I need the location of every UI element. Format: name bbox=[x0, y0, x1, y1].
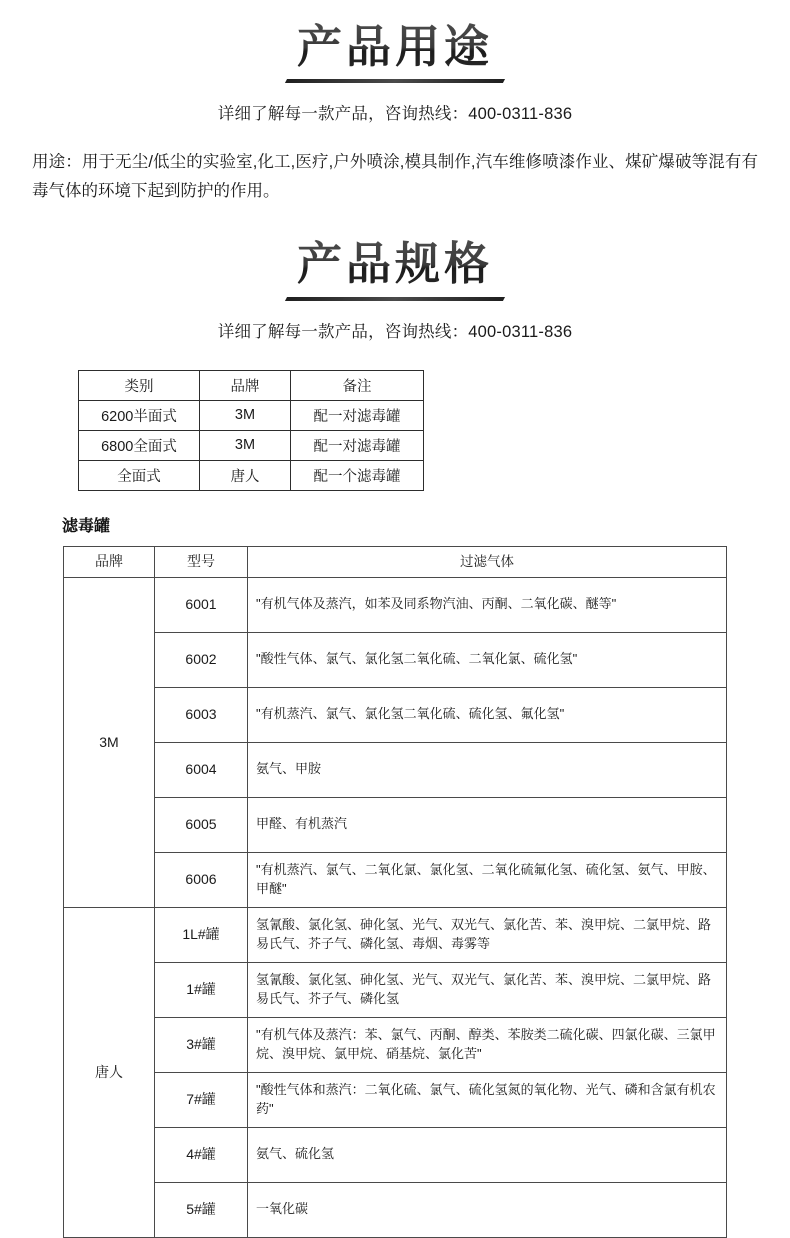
canister-model: 1#罐 bbox=[155, 962, 248, 1017]
table-row bbox=[64, 1127, 727, 1182]
canister-gas: 氨气、甲胺 bbox=[248, 742, 727, 797]
canister-gas: "酸性气体和蒸汽：二氧化硫、氯气、硫化氢氮的氧化物、光气、磷和含氯有机农药" bbox=[248, 1072, 727, 1127]
canister-model: 1L#罐 bbox=[155, 907, 248, 962]
spec-title: 产品规格 bbox=[289, 239, 501, 295]
table-row bbox=[64, 1017, 727, 1072]
canister-gas: 一氧化碳 bbox=[248, 1182, 727, 1237]
canister-header-brand: 品牌 bbox=[64, 546, 155, 577]
table-row bbox=[64, 1072, 727, 1127]
canister-table-wrapper bbox=[63, 546, 727, 1238]
canister-model: 3#罐 bbox=[155, 1017, 248, 1072]
spec-banner bbox=[0, 205, 790, 343]
spec-table bbox=[78, 370, 424, 491]
canister-gas: 氨气、硫化氢 bbox=[248, 1127, 727, 1182]
canister-model: 6003 bbox=[155, 687, 248, 742]
usage-paragraph: 用途：用于无尘/低尘的实验室,化工,医疗,户外喷涂,模具制作,汽车维修喷漆作业、煤矿爆破等混有有毒气体的环境下起到防护的作用。 bbox=[32, 153, 758, 200]
canister-model: 4#罐 bbox=[155, 1127, 248, 1182]
spec-cell-category: 6800全面式 bbox=[79, 430, 200, 460]
spec-table-wrapper bbox=[78, 370, 790, 491]
spec-table-header-row bbox=[79, 370, 424, 400]
spec-cell-brand: 唐人 bbox=[200, 460, 291, 490]
canister-gas: "有机气体及蒸汽：苯、氯气、丙酮、醇类、苯胺类二硫化碳、四氯化碳、三氯甲烷、溴甲烷、氯甲烷、硝基烷、氯化苦" bbox=[248, 1017, 727, 1072]
table-row bbox=[79, 400, 424, 430]
canister-brand-tangren: 唐人 bbox=[64, 907, 155, 1237]
spec-hotline: 详细了解每一款产品，咨询热线：400-0311-836 bbox=[217, 322, 573, 341]
canister-table-header-row bbox=[64, 546, 727, 577]
canister-model: 6005 bbox=[155, 797, 248, 852]
canister-section-label: 滤毒罐 bbox=[62, 517, 111, 535]
usage-title-underline bbox=[285, 79, 505, 83]
canister-header-gas: 过滤气体 bbox=[248, 546, 727, 577]
spec-title-underline bbox=[285, 297, 505, 301]
spec-cell-category: 全面式 bbox=[79, 460, 200, 490]
table-row bbox=[64, 852, 727, 907]
spec-cell-brand: 3M bbox=[200, 430, 291, 460]
usage-hotline: 详细了解每一款产品，咨询热线：400-0311-836 bbox=[217, 105, 573, 124]
table-row bbox=[64, 797, 727, 852]
canister-gas: 氢氰酸、氯化氢、砷化氢、光气、双光气、氯化苦、苯、溴甲烷、二氯甲烷、路易氏气、芥子气、磷化氢 bbox=[248, 962, 727, 1017]
spec-header-remark: 备注 bbox=[291, 370, 424, 400]
spec-header-brand: 品牌 bbox=[200, 370, 291, 400]
canister-table bbox=[63, 546, 727, 1238]
canister-gas: 氢氰酸、氯化氢、砷化氢、光气、双光气、氯化苦、苯、溴甲烷、二氯甲烷、路易氏气、芥子气、磷化氢、毒烟、毒雾等 bbox=[248, 907, 727, 962]
table-row bbox=[64, 742, 727, 797]
canister-model: 5#罐 bbox=[155, 1182, 248, 1237]
canister-gas: 甲醛、有机蒸汽 bbox=[248, 797, 727, 852]
table-row bbox=[64, 962, 727, 1017]
spec-cell-remark: 配一对滤毒罐 bbox=[291, 430, 424, 460]
canister-model: 6004 bbox=[155, 742, 248, 797]
table-row bbox=[64, 687, 727, 742]
usage-title: 产品用途 bbox=[289, 22, 501, 78]
canister-gas: "有机蒸汽、氯气、氯化氢二氧化硫、硫化氢、氟化氢" bbox=[248, 687, 727, 742]
canister-gas: "有机气体及蒸汽，如苯及同系物汽油、丙酮、二氧化碳、醚等" bbox=[248, 577, 727, 632]
canister-gas: "酸性气体、氯气、氯化氢二氧化硫、二氧化氯、硫化氢" bbox=[248, 632, 727, 687]
spec-header-category: 类别 bbox=[79, 370, 200, 400]
spec-cell-brand: 3M bbox=[200, 400, 291, 430]
spec-cell-category: 6200半面式 bbox=[79, 400, 200, 430]
spec-cell-remark: 配一对滤毒罐 bbox=[291, 400, 424, 430]
canister-model: 6006 bbox=[155, 852, 248, 907]
table-row bbox=[79, 430, 424, 460]
canister-model: 6002 bbox=[155, 632, 248, 687]
spec-cell-remark: 配一个滤毒罐 bbox=[291, 460, 424, 490]
canister-header-model: 型号 bbox=[155, 546, 248, 577]
canister-model: 6001 bbox=[155, 577, 248, 632]
table-row bbox=[64, 907, 727, 962]
table-row bbox=[79, 460, 424, 490]
table-row bbox=[64, 577, 727, 632]
canister-model: 7#罐 bbox=[155, 1072, 248, 1127]
canister-brand-3m: 3M bbox=[64, 577, 155, 907]
usage-banner bbox=[0, 0, 790, 126]
table-row bbox=[64, 1182, 727, 1237]
canister-gas: "有机蒸汽、氯气、二氧化氯、氯化氢、二氧化硫氟化氢、硫化氢、氨气、甲胺、甲醚" bbox=[248, 852, 727, 907]
table-row bbox=[64, 632, 727, 687]
